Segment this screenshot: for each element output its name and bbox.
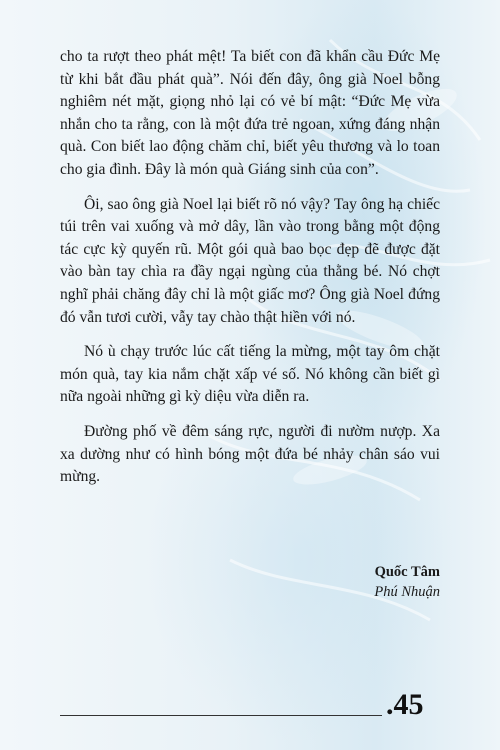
author-place: Phú Nhuận [374,584,440,600]
author-name: Quốc Tâm [374,564,440,580]
author-signature [374,562,440,602]
paragraph-3: Nó ù chạy trước lúc cất tiếng la mừng, một tay ôm chặt món quà, tay kia nắm chặt xấp vé số. Nó không cần biết gì nữa ngoài những gì kỳ diệu vừa diễn ra. [60,343,440,406]
paragraph-2: Ôi, sao ông già Noel lại biết rõ nó vậy? Tay ông hạ chiếc túi trên vai xuống và mở dây, lần vào trong bằng một động tác cực kỳ quyến rũ. Một gói quà bao bọc đẹp đẽ được đặt vào bàn tay chìa ra đầy ngại ngùng của thằng bé. Nó chợt nghĩ phải chăng đây chỉ là một giấc mơ? Ông già Noel đứng đó vẫn tươi cười, vẫy tay chào thật hiền với nó. [60,195,440,326]
article-body [60,46,440,501]
footer-divider [60,715,382,716]
paragraph-1: cho ta rượt theo phát mệt! Ta biết con đã khẩn cầu Đức Mẹ từ khi bắt đầu phát quà”. Nói đến đây, ông già Noel bỗng nghiêm nét mặt, giọng nhỏ lại có vẻ bí mật: “Đức Mẹ vừa nhắn cho ta rằng, con là một đứa trẻ ngoan, xứng đáng nhận quà. Con biết lao động chăm chỉ, biết yêu thương và lo toan cho gia đình. Đây là món quà Giáng sinh của con”. [60,48,440,178]
paragraph-4: Đường phố về đêm sáng rực, người đi nườm nượp. Xa xa dường như có hình bóng một đứa bé nhảy chân sáo vui mừng. [60,422,440,486]
page-number: .45 [386,688,424,721]
